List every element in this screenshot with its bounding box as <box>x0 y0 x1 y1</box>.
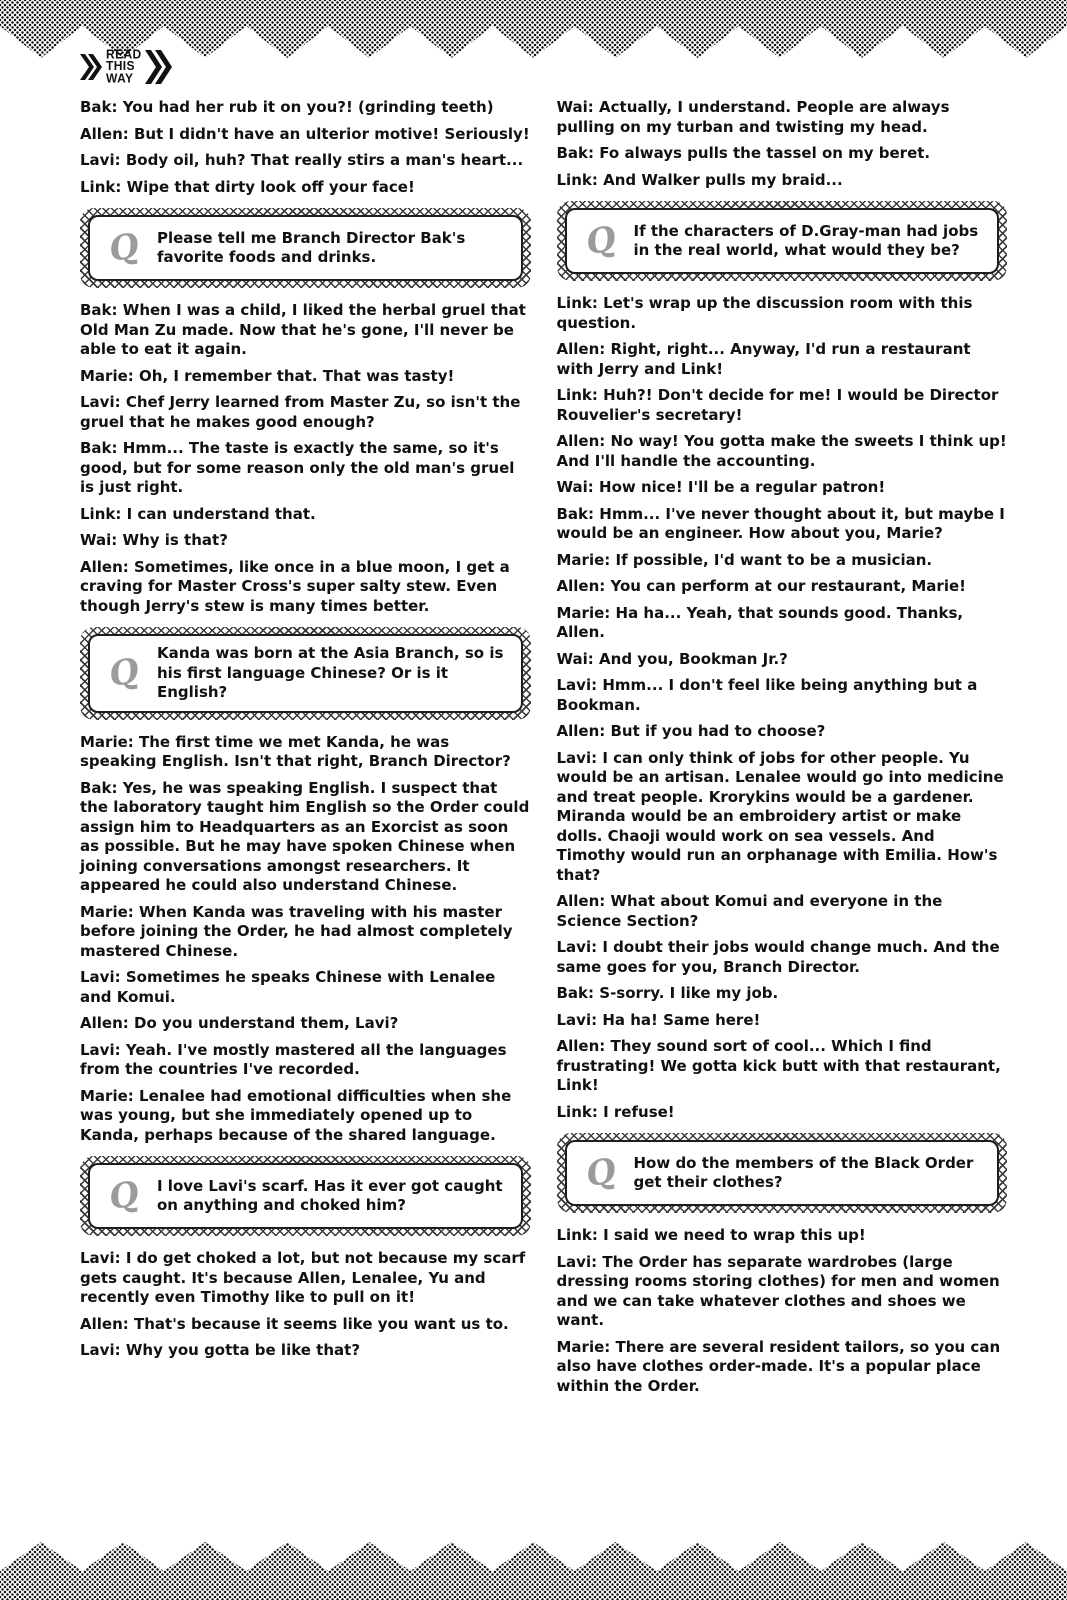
dialogue-line <box>557 604 1008 643</box>
dialogue-line <box>80 1087 531 1146</box>
question-box-inner <box>565 1140 1000 1206</box>
speaker-name: Link: <box>556 386 598 404</box>
question-box <box>557 201 1008 281</box>
dialogue-text: I can only think of jobs for other people. Yu would be an artisan. Lenalee would go into medicine and treat people. Krorykins would be a gardener. Miranda would be an embroidery artist or make dolls. Chaoji would work on sea vessels. And Timothy would run an orphanage with Emilia. How's that? <box>556 748 1004 884</box>
speaker-name: Wai: <box>556 649 594 668</box>
speaker-name: Wai: <box>80 531 118 549</box>
dialogue-text: But I didn't have an ulterior motive! Seriously! <box>134 124 530 143</box>
dialogue-line <box>80 1014 531 1034</box>
dialogue-line <box>557 1338 1008 1397</box>
dialogue-text: No way! You gotta make the sweets I think up! And I'll handle the accounting. <box>556 432 1007 470</box>
dialogue-text: Yes, he was speaking English. I suspect that the laboratory taught him English so the Order could assign him to Headquarters as an Exorcist as soon as possible. But he may have spoken Chinese when joining conversations amongst researchers. It appeared he could also understand Chinese. <box>80 778 530 894</box>
question-text: How do the members of the Black Order get their clothes? <box>633 1153 974 1191</box>
speaker-name: Wai: <box>556 98 594 116</box>
dialogue-line <box>557 984 1008 1004</box>
dialogue-line <box>557 749 1008 886</box>
speaker-name: Marie: <box>80 366 134 385</box>
dialogue-text: I doubt their jobs would change much. And the same goes for you, Branch Director. <box>556 938 1000 976</box>
speaker-name: Allen: <box>80 557 129 576</box>
dialogue-text: Oh, I remember that. That was tasty! <box>139 366 455 385</box>
dialogue-block <box>80 301 531 616</box>
dialogue-line <box>80 439 531 498</box>
dialogue-block <box>80 98 531 197</box>
bottom-border-zigzag <box>0 1542 1067 1600</box>
dialogue-text: Why is that? <box>122 531 228 549</box>
page-content <box>80 44 1007 1403</box>
dialogue-text: Lenalee had emotional difficulties when she was young, but she immediately opened up to Kanda, perhaps because of the shared language. <box>80 1086 512 1144</box>
dialogue-line <box>80 125 531 145</box>
dialogue-text: Yeah. I've mostly mastered all the languages from the countries I've recorded. <box>80 1040 507 1078</box>
dialogue-line <box>557 938 1008 977</box>
speaker-name: Lavi: <box>80 1040 121 1059</box>
dialogue-line <box>80 779 531 896</box>
dialogue-line <box>80 733 531 772</box>
left-column <box>80 98 531 1368</box>
dialogue-text: Why you gotta be like that? <box>125 1341 361 1359</box>
dialogue-text: Actually, I understand. People are always pulling on my turban and twisting my head. <box>556 98 950 136</box>
dialogue-line <box>557 1226 1008 1246</box>
dialogue-text: They sound sort of cool... Which I find frustrating! We gotta kick butt with that restaurant, Link! <box>556 1037 1001 1094</box>
dialogue-line <box>80 1041 531 1080</box>
dialogue-line <box>557 1011 1008 1031</box>
speaker-name: Marie: <box>80 732 134 751</box>
dialogue-text: How nice! I'll be a regular patron! <box>599 478 886 496</box>
dialogue-line <box>557 340 1008 379</box>
dialogue-line <box>80 903 531 962</box>
speaker-name: Lavi: <box>556 748 598 767</box>
dialogue-line <box>557 650 1008 670</box>
speaker-name: Allen: <box>80 1014 129 1032</box>
dialogue-line <box>80 98 531 118</box>
speaker-name: Allen: <box>556 577 606 595</box>
dialogue-text: When I was a child, I liked the herbal gruel that Old Man Zu made. Now that he's gone, I'll never be able to eat it again. <box>80 301 526 358</box>
dialogue-text: Sometimes, like once in a blue moon, I get a craving for Master Cross's super salty stew. Even though Jerry's stew is many times better. <box>80 557 510 615</box>
dialogue-text: And you, Bookman Jr.? <box>599 649 788 668</box>
read-this-way-label <box>106 46 142 86</box>
dialogue-text: The first time we met Kanda, he was speaking English. Isn't that right, Branch Director? <box>80 732 511 770</box>
dialogue-line <box>557 144 1008 164</box>
dialogue-line <box>557 1253 1008 1331</box>
speaker-name: Link: <box>556 1102 598 1121</box>
question-icon: Q <box>105 1173 143 1219</box>
dialogue-text: You can perform at our restaurant, Marie! <box>610 577 966 595</box>
question-box-inner <box>88 1163 523 1229</box>
dialogue-text: Hmm... The taste is exactly the same, so it's good, but for some reason only the old man's gruel is just right. <box>80 439 515 496</box>
question-box-inner <box>88 215 523 281</box>
dialogue-line <box>557 98 1008 137</box>
dialogue-text: I can understand that. <box>126 504 316 523</box>
speaker-name: Lavi: <box>80 968 121 986</box>
dialogue-line <box>80 968 531 1007</box>
speaker-name: Marie: <box>80 902 134 921</box>
question-text: I love Lavi's scarf. Has it ever got caught on anything and choked him? <box>157 1176 503 1214</box>
question-box <box>80 1156 531 1236</box>
question-icon: Q <box>105 225 143 271</box>
dialogue-line <box>557 892 1008 931</box>
question-box <box>80 208 531 288</box>
question-box <box>80 627 531 720</box>
dialogue-block <box>80 1249 531 1361</box>
dialogue-text: That's because it seems like you want us to. <box>134 1314 509 1333</box>
dialogue-text: You had her rub it on you?! (grinding teeth) <box>122 98 494 116</box>
speaker-name: Allen: <box>80 124 129 143</box>
marker-line-3: WAY <box>106 70 134 86</box>
dialogue-text: I refuse! <box>603 1102 675 1121</box>
speaker-name: Marie: <box>556 603 611 622</box>
marker-line-2: THIS <box>106 58 135 74</box>
dialogue-line <box>557 1037 1008 1096</box>
right-column <box>557 98 1008 1403</box>
speaker-name: Lavi: <box>556 1252 598 1271</box>
dialogue-line <box>557 1103 1008 1123</box>
dialogue-text: Wipe that dirty look off your face! <box>126 177 415 196</box>
dialogue-text: If possible, I'd want to be a musician. <box>615 550 933 569</box>
speaker-name: Link: <box>80 177 122 196</box>
speaker-name: Allen: <box>556 1037 606 1055</box>
text-columns <box>80 98 1007 1403</box>
dialogue-block <box>557 294 1008 1122</box>
dialogue-text: S-sorry. I like my job. <box>599 984 779 1002</box>
dialogue-line <box>557 722 1008 742</box>
dialogue-text: Let's wrap up the discussion room with this question. <box>556 294 973 332</box>
dialogue-text: Ha ha... Yeah, that sounds good. Thanks, Allen. <box>556 603 964 641</box>
question-icon: Q <box>582 1150 619 1196</box>
marker-line-1: READ <box>106 46 142 62</box>
dialogue-text: Body oil, huh? That really stirs a man's heart... <box>125 151 524 169</box>
question-text: Kanda was born at the Asia Branch, so is his first language Chinese? Or is it English? <box>157 644 504 701</box>
dialogue-line <box>80 151 531 171</box>
question-box-inner <box>88 634 523 713</box>
speaker-name: Lavi: <box>556 676 598 694</box>
dialogue-text: Hmm... I've never thought about it, but maybe I would be an engineer. How about you, Marie? <box>556 504 1005 542</box>
speaker-name: Allen: <box>556 340 606 358</box>
dialogue-line <box>80 1249 531 1308</box>
dialogue-text: I do get choked a lot, but not because my scarf gets caught. It's because Allen, Lenalee, Yu and recently even Timothy like to pull on it! <box>80 1249 526 1306</box>
question-icon: Q <box>105 650 143 696</box>
dialogue-text: Ha ha! Same here! <box>602 1010 761 1029</box>
read-this-way-marker <box>80 44 1007 90</box>
speaker-name: Bak: <box>80 98 118 116</box>
speaker-name: Link: <box>556 170 598 189</box>
dialogue-text: There are several resident tailors, so you can also have clothes order-made. It's a popular place within the Order. <box>556 1337 1001 1395</box>
speaker-name: Link: <box>80 504 122 523</box>
dialogue-line <box>557 505 1008 544</box>
question-box <box>557 1133 1008 1213</box>
speaker-name: Lavi: <box>80 151 121 169</box>
dialogue-text: Fo always pulls the tassel on my beret. <box>599 144 931 162</box>
question-text: Please tell me Branch Director Bak's favorite foods and drinks. <box>157 228 466 266</box>
dialogue-block <box>557 98 1008 190</box>
question-text: If the characters of D.Gray-man had jobs in the real world, what would they be? <box>633 221 979 259</box>
speaker-name: Link: <box>556 294 598 312</box>
dialogue-line <box>557 676 1008 715</box>
dialogue-line <box>80 393 531 432</box>
speaker-name: Lavi: <box>556 1010 598 1029</box>
speaker-name: Bak: <box>80 778 118 797</box>
dialogue-line <box>557 294 1008 333</box>
speaker-name: Link: <box>556 1226 598 1244</box>
dialogue-text: Chef Jerry learned from Master Zu, so isn't the gruel that he makes good enough? <box>80 393 521 431</box>
dialogue-text: What about Komui and everyone in the Science Section? <box>556 892 943 930</box>
speaker-name: Allen: <box>80 1314 129 1333</box>
speaker-name: Allen: <box>556 892 606 910</box>
dialogue-text: When Kanda was traveling with his master before joining the Order, he had almost completely mastered Chinese. <box>80 902 513 960</box>
dialogue-line <box>557 577 1008 597</box>
speaker-name: Bak: <box>556 504 595 523</box>
speaker-name: Bak: <box>80 301 118 319</box>
question-icon: Q <box>582 218 619 264</box>
chevron-right-icon <box>80 54 103 80</box>
dialogue-line <box>80 301 531 360</box>
dialogue-line <box>557 386 1008 425</box>
speaker-name: Lavi: <box>80 1341 121 1359</box>
dialogue-text: Right, right... Anyway, I'd run a restaurant with Jerry and Link! <box>556 340 971 378</box>
speaker-name: Allen: <box>556 722 606 740</box>
speaker-name: Lavi: <box>80 393 121 411</box>
dialogue-text: The Order has separate wardrobes (large dressing rooms storing clothes) for men and women and we can take whatever clothes and shoes we want. <box>556 1252 1000 1329</box>
dialogue-block <box>557 1226 1008 1396</box>
dialogue-line <box>557 171 1008 191</box>
dialogue-line <box>557 432 1008 471</box>
speaker-name: Marie: <box>556 550 611 569</box>
dialogue-line <box>80 1341 531 1361</box>
dialogue-line <box>80 505 531 525</box>
dialogue-text: I said we need to wrap this up! <box>603 1226 866 1244</box>
speaker-name: Marie: <box>556 1337 611 1356</box>
dialogue-text: But if you had to choose? <box>610 722 826 740</box>
dialogue-line <box>80 558 531 617</box>
speaker-name: Allen: <box>556 432 606 450</box>
dialogue-block <box>80 733 531 1146</box>
dialogue-text: Do you understand them, Lavi? <box>134 1014 399 1032</box>
dialogue-text: Huh?! Don't decide for me! I would be Director Rouvelier's secretary! <box>556 386 999 424</box>
dialogue-line <box>80 367 531 387</box>
speaker-name: Wai: <box>556 478 594 496</box>
chevron-right-icon <box>145 50 173 84</box>
question-box-inner <box>565 208 1000 274</box>
dialogue-line <box>80 178 531 198</box>
dialogue-text: And Walker pulls my braid... <box>603 170 843 189</box>
dialogue-line <box>80 531 531 551</box>
dialogue-line <box>557 478 1008 498</box>
dialogue-text: Sometimes he speaks Chinese with Lenalee and Komui. <box>80 968 496 1006</box>
dialogue-text: Hmm... I don't feel like being anything but a Bookman. <box>556 676 978 714</box>
dialogue-line <box>557 551 1008 571</box>
speaker-name: Marie: <box>80 1086 134 1105</box>
speaker-name: Lavi: <box>556 938 598 956</box>
speaker-name: Bak: <box>80 439 118 457</box>
speaker-name: Bak: <box>556 144 595 162</box>
speaker-name: Lavi: <box>80 1249 121 1267</box>
speaker-name: Bak: <box>556 984 595 1002</box>
dialogue-line <box>80 1315 531 1335</box>
